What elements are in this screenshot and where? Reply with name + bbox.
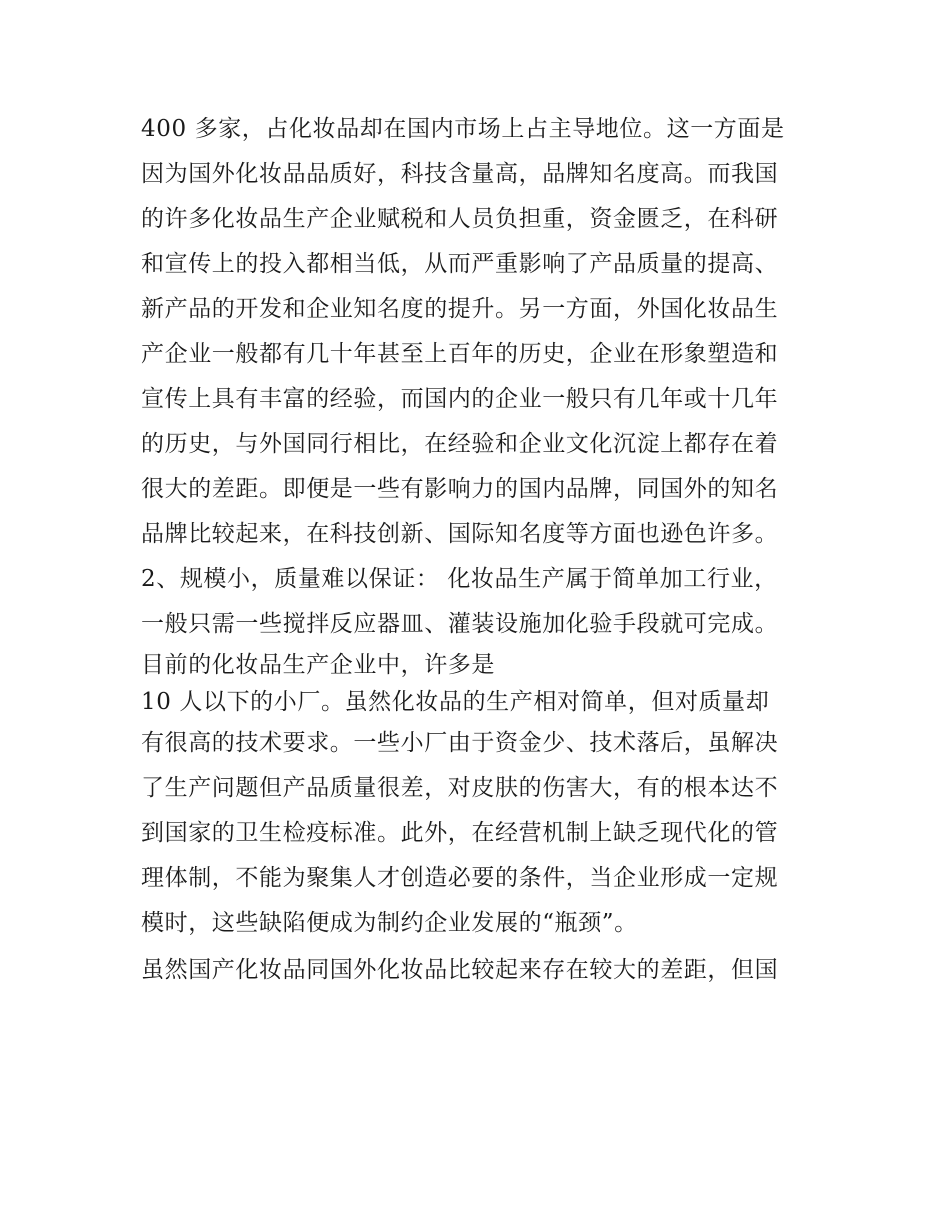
text-line: 宣传上具有丰富的经验，而国内的企业一般只有几年或十几年	[141, 386, 779, 412]
text-line: 有很高的技术要求。一些小厂由于资金少、技术落后，虽解决	[141, 730, 779, 756]
text-line: 的历史，与外国同行相比，在经验和企业文化沉淀上都存在着	[141, 431, 779, 457]
text-line: 和宣传上的投入都相当低，从而严重影响了产品质量的提高、	[141, 251, 779, 277]
text-line: 模时，这些缺陷便成为制约企业发展的“瓶颈”。	[141, 910, 638, 936]
text-line: 品牌比较起来，在科技创新、国际知名度等方面也逊色许多。	[141, 521, 779, 547]
text-line: 到国家的卫生检疫标准。此外，在经营机制上缺乏现代化的管	[141, 820, 779, 846]
text-line: 的许多化妆品生产企业赋税和人员负担重，资金匮乏，在科研	[141, 206, 779, 232]
text-line: 400 多家，占化妆品却在国内市场上占主导地位。这一方面是	[141, 116, 785, 142]
text-line: 10 人以下的小厂。虽然化妆品的生产相对简单，但对质量却	[141, 689, 770, 715]
text-line: 目前的化妆品生产企业中，许多是	[141, 652, 495, 678]
text-line: 一般只需一些搅拌反应器皿、灌装设施加化验手段就可完成。	[141, 611, 779, 637]
text-line: 因为国外化妆品品质好，科技含量高，品牌知名度高。而我国	[141, 161, 779, 187]
text-line: 虽然国产化妆品同国外化妆品比较起来存在较大的差距，但国	[141, 957, 779, 983]
text-line: 产企业一般都有几十年甚至上百年的历史，企业在形象塑造和	[141, 341, 779, 367]
text-line: 新产品的开发和企业知名度的提升。另一方面，外国化妆品生	[141, 296, 779, 322]
text-line: 了生产问题但产品质量很差，对皮肤的伤害大，有的根本达不	[141, 775, 779, 801]
body-text	[141, 107, 821, 995]
text-line: 理体制，不能为聚集人才创造必要的条件，当企业形成一定规	[141, 865, 779, 891]
text-line: 2、规模小，质量难以保证： 化妆品生产属于简单加工行业，	[141, 566, 778, 592]
text-line: 很大的差距。即便是一些有影响力的国内品牌，同国外的知名	[141, 476, 779, 502]
